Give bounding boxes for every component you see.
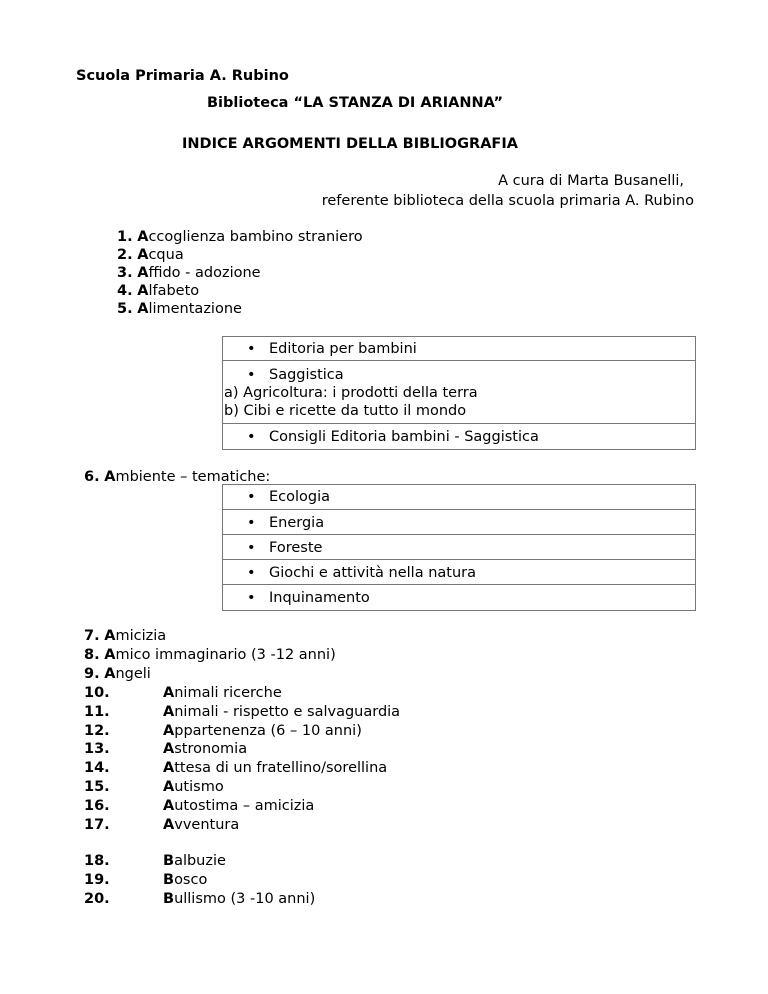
- index-title: INDICE ARGOMENTI DELLA BIBLIOGRAFIA: [182, 136, 518, 152]
- list-item-initial: A: [104, 628, 116, 644]
- list-item-initial: B: [163, 891, 175, 907]
- list-item: [117, 300, 242, 318]
- list-item-number: 14.: [84, 760, 110, 776]
- list-item-number: 12.: [84, 723, 110, 739]
- alimentazione-table: [222, 336, 696, 450]
- list-item-initial: A: [163, 723, 175, 739]
- list-item-initial: A: [163, 704, 175, 720]
- list-item-label: utismo: [174, 779, 224, 795]
- list-item-number: 17.: [84, 817, 110, 833]
- list-item-label: lfabeto: [148, 283, 200, 299]
- list-item: [84, 646, 336, 664]
- bullet-icon: •: [247, 590, 256, 606]
- list-item-label: ccoglienza bambino straniero: [148, 229, 363, 245]
- list-item-label: ttesa di un fratellino/sorellina: [174, 760, 388, 776]
- table-row: [223, 560, 695, 585]
- table-cell-sub-a: a) Agricoltura: i prodotti della terra: [224, 385, 478, 401]
- bullet-icon: •: [247, 341, 256, 357]
- list-item-number: 7.: [84, 628, 100, 644]
- list-item-label: albuzie: [174, 853, 226, 869]
- list-item-label: osco: [174, 872, 208, 888]
- list-item-initial: A: [163, 760, 175, 776]
- library-name: Biblioteca “LA STANZA DI ARIANNA”: [207, 95, 504, 111]
- curator-line-2: referente biblioteca della scuola primaria A. Rubino: [321, 193, 694, 209]
- list-item-label: ppartenenza (6 – 10 anni): [174, 723, 362, 739]
- bullet-icon: •: [247, 540, 256, 556]
- list-item: [117, 264, 261, 282]
- list-item-label: stronomia: [174, 741, 248, 757]
- table-cell-label: Editoria per bambini: [269, 341, 417, 357]
- table-row: [223, 361, 695, 424]
- list-item-label: nimali - rispetto e salvaguardia: [174, 704, 401, 720]
- table-cell-sub-b: b) Cibi e ricette da tutto il mondo: [224, 403, 467, 419]
- table-cell-label: Inquinamento: [269, 590, 370, 606]
- list-item-number: 5.: [117, 301, 133, 317]
- list-item-label: utostima – amicizia: [174, 798, 315, 814]
- list-item-label: nimali ricerche: [174, 685, 282, 701]
- table-cell-label: Saggistica: [269, 367, 344, 383]
- list-item-label: micizia: [115, 628, 167, 644]
- list-item-initial: A: [137, 229, 149, 245]
- list-item: [117, 228, 363, 246]
- list-item-number: 4.: [117, 283, 133, 299]
- curator-line-1: A cura di Marta Busanelli,: [498, 173, 684, 189]
- list-item-initial: A: [137, 265, 149, 281]
- list-item-number: 19.: [84, 872, 110, 888]
- list-item: [117, 246, 184, 264]
- ambiente-table: [222, 484, 696, 611]
- list-item-initial: A: [104, 647, 116, 663]
- table-cell-label: Consigli Editoria bambini - Saggistica: [269, 429, 539, 445]
- bullet-icon: •: [247, 515, 256, 531]
- list-item-number: 2.: [117, 247, 133, 263]
- list-item-number: 15.: [84, 779, 110, 795]
- list-item: [84, 665, 151, 683]
- list-item-label: mico immaginario (3 -12 anni): [115, 647, 336, 663]
- bullet-icon: •: [247, 429, 256, 445]
- list-item-initial: A: [163, 817, 175, 833]
- table-row: [223, 424, 695, 450]
- list-item-initial: A: [104, 469, 116, 485]
- list-item-label: ffido - adozione: [148, 265, 261, 281]
- bullet-icon: •: [247, 367, 256, 383]
- bullet-icon: •: [247, 565, 256, 581]
- table-row: [223, 535, 695, 560]
- list-item-label: ullismo (3 -10 anni): [174, 891, 316, 907]
- list-item-number: 9.: [84, 666, 100, 682]
- table-cell-label: Giochi e attività nella natura: [269, 565, 477, 581]
- list-item-initial: A: [137, 247, 149, 263]
- table-row: [223, 337, 695, 361]
- list-item-number: 8.: [84, 647, 100, 663]
- list-item-number: 3.: [117, 265, 133, 281]
- table-cell-label: Energia: [269, 515, 325, 531]
- list-item-initial: A: [163, 741, 175, 757]
- list-item-initial: A: [104, 666, 116, 682]
- school-name: Scuola Primaria A. Rubino: [76, 68, 289, 84]
- list-item-number: 1.: [117, 229, 133, 245]
- list-item-number: 16.: [84, 798, 110, 814]
- table-row: [223, 510, 695, 535]
- table-cell-label: Ecologia: [269, 489, 331, 505]
- list-item: [84, 627, 166, 645]
- list-item-initial: A: [137, 283, 149, 299]
- list-item-number: 10.: [84, 685, 110, 701]
- list-item-initial: A: [163, 779, 175, 795]
- list-item-label: mbiente – tematiche:: [115, 469, 271, 485]
- table-row: [223, 585, 695, 611]
- list-item-initial: B: [163, 853, 175, 869]
- list-item-label: ngeli: [115, 666, 151, 682]
- list-item-label: vventura: [174, 817, 240, 833]
- list-item-number: 20.: [84, 891, 110, 907]
- list-item-label: limentazione: [148, 301, 242, 317]
- bullet-icon: •: [247, 489, 256, 505]
- list-item-number: 18.: [84, 853, 110, 869]
- table-cell-label: Foreste: [269, 540, 323, 556]
- list-item-initial: A: [137, 301, 149, 317]
- list-item-number: 11.: [84, 704, 110, 720]
- list-item-number: 6.: [84, 469, 100, 485]
- list-item-initial: A: [163, 685, 175, 701]
- table-row: [223, 485, 695, 510]
- list-item-number: 13.: [84, 741, 110, 757]
- list-item: [117, 282, 199, 300]
- list-item-label: cqua: [148, 247, 184, 263]
- list-item-initial: B: [163, 872, 175, 888]
- list-item-initial: A: [163, 798, 175, 814]
